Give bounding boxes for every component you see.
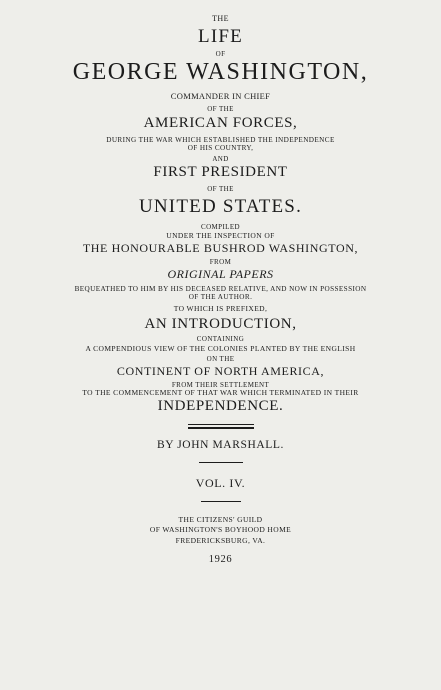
- bequeathed-line-2: OF THE AUTHOR.: [188, 293, 253, 302]
- divider-rule-top: [188, 424, 254, 425]
- during-line-2: OF HIS COUNTRY,: [187, 144, 254, 153]
- publisher-line-2: OF WASHINGTON'S BOYHOOD HOME: [149, 525, 292, 535]
- publisher-line-3: FREDERICKSBURG, VA.: [175, 535, 266, 545]
- divider-rule-bottom: [188, 427, 254, 429]
- subject-name: GEORGE WASHINGTON,: [72, 59, 369, 86]
- first-president-line: FIRST PRESIDENT: [153, 164, 288, 181]
- forces-line: AMERICAN FORCES,: [143, 115, 298, 132]
- year-line: 1926: [208, 553, 233, 565]
- introduction-line: AN INTRODUCTION,: [144, 315, 297, 332]
- word-of: OF: [215, 50, 226, 59]
- publisher-line-1: THE CITIZENS' GUILD: [178, 514, 263, 524]
- word-life: LIFE: [198, 26, 243, 48]
- continent-line: CONTINENT OF NORTH AMERICA,: [116, 363, 325, 378]
- during-line-1: DURING THE WAR WHICH ESTABLISHED THE INDEPENDENCE: [106, 135, 335, 144]
- united-states-line: UNITED STATES.: [138, 195, 303, 217]
- compiled-line: COMPILED: [201, 223, 240, 232]
- containing-line: CONTAINING: [196, 335, 245, 344]
- prefixed-line: TO WHICH IS PREFIXED,: [173, 304, 268, 314]
- on-the-line: ON THE: [206, 354, 235, 363]
- word-the: THE: [212, 14, 229, 23]
- and-line: AND: [212, 155, 229, 164]
- independence-line: INDEPENDENCE.: [157, 398, 284, 415]
- author-rule: [199, 462, 243, 463]
- settlement-line: FROM THEIR SETTLEMENT: [171, 380, 270, 389]
- bushrod-line: THE HONOURABLE BUSHROD WASHINGTON,: [82, 241, 359, 256]
- role-line: COMMANDER IN CHIEF: [170, 90, 271, 101]
- original-papers-line: ORIGINAL PAPERS: [167, 267, 274, 281]
- under-line: UNDER THE INSPECTION OF: [166, 230, 275, 240]
- of-the-line-2: OF THE: [207, 184, 234, 193]
- volume-rule: [201, 501, 241, 502]
- bequeathed-line-1: BEQUEATHED TO HIM BY HIS DECEASED RELATIVE, AND NOW IN POSSESSION: [74, 284, 367, 293]
- volume-line: VOL. IV.: [195, 475, 246, 490]
- from-line: FROM: [209, 257, 232, 266]
- author-line: BY JOHN MARSHALL.: [156, 438, 285, 451]
- commencement-line: TO THE COMMENCEMENT OF THAT WAR WHICH TERMINATED IN THEIR: [82, 387, 359, 397]
- view-line: A COMPENDIOUS VIEW OF THE COLONIES PLANTED BY THE ENGLISH: [85, 344, 356, 354]
- of-the-line-1: OF THE: [207, 105, 234, 114]
